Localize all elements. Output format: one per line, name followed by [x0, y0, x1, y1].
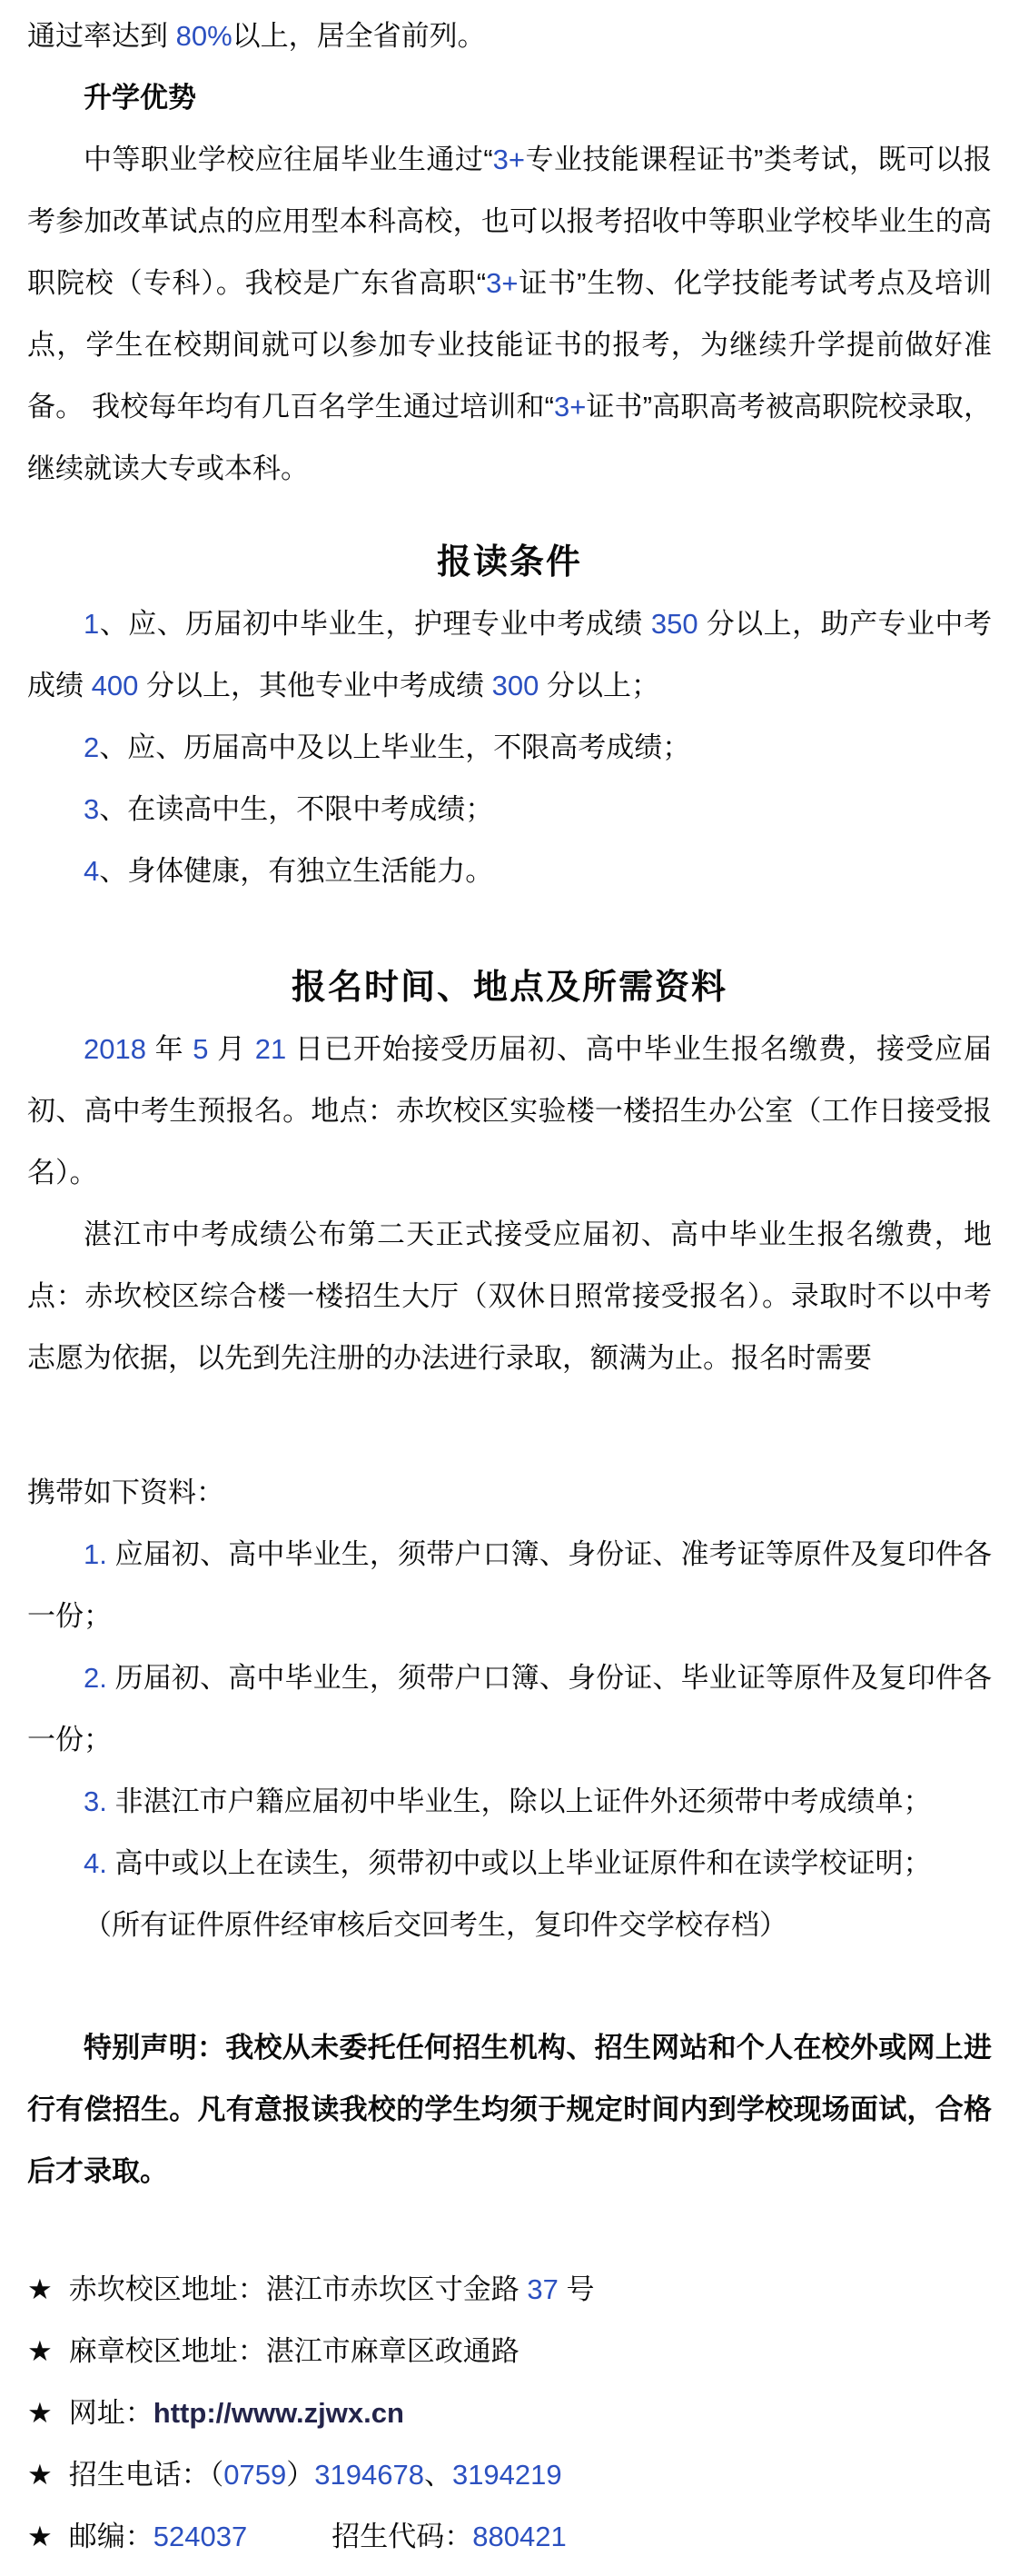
- star-icon: ★: [27, 2397, 53, 2429]
- section-heading-conditions: 报读条件: [436, 543, 582, 582]
- footer-contact-block: [27, 2259, 992, 2568]
- footer-line-phone: [27, 2444, 992, 2506]
- star-icon: ★: [27, 2273, 53, 2305]
- material-item: 3. 非湛江市户籍应届初中毕业生，除以上证件外还须带中考成绩单；: [84, 1785, 932, 1817]
- footer-line-text: 招生电话：（0759）3194678、3194219: [68, 2459, 562, 2491]
- material-item: 2. 历届初、高中毕业生，须带户口簿、身份证、毕业证等原件及复印件各一份；: [27, 1662, 992, 1755]
- material-item: 4. 高中或以上在读生，须带初中或以上毕业证原件和在读学校证明；: [84, 1847, 932, 1879]
- footer-line-website: [27, 2382, 992, 2444]
- footer-line-text: 麻章校区地址：湛江市麻章区政通路: [68, 2335, 519, 2367]
- section-heading-signup: 报名时间、地点及所需资料: [291, 969, 727, 1007]
- footer-line-text: 网址：http://www.zjwx.cn: [68, 2397, 404, 2429]
- pass-rate-paragraph: 通过率达到 80%以上，居全省前列。: [27, 20, 486, 52]
- upgrade-paragraph: 中等职业学校应往届毕业生通过“3+专业技能课程证书”类考试，既可以报考参加改革试点的应用型本科高校，也可以报考招收中等职业学校毕业生的高职院校（专科）。我校是广东省高职“3+证书”生物、化学技能考试考点及培训点，学生在校期间就可以参加专业技能证书的报考，为继续升学提前做好准备。 我校每年均有几百名学生通过培训和“3+证书”高职高考被高职院校录取，继续就读大专或本科。: [27, 144, 993, 484]
- footer-line-mazhang-address: [27, 2321, 992, 2382]
- materials-intro: 携带如下资料：: [27, 1477, 224, 1508]
- star-icon: ★: [27, 2521, 53, 2552]
- materials-note: （所有证件原件经审核后交回考生，复印件交学校存档）: [84, 1909, 787, 1941]
- condition-item: 3、在读高中生，不限中考成绩；: [84, 793, 494, 825]
- footer-line-text: 赤坎校区地址：湛江市赤坎区寸金路 37 号: [68, 2273, 595, 2305]
- condition-item: 4、身体健康，有独立生活能力。: [84, 855, 494, 887]
- section-heading-upgrade: 升学优势: [84, 82, 196, 114]
- footer-line-postcode-admission-code: [27, 2506, 992, 2568]
- material-item: 1. 应届初、高中毕业生，须带户口簿、身份证、准考证等原件及复印件各一份；: [27, 1538, 992, 1632]
- special-statement-paragraph: 特别声明：我校从未委托任何招生机构、招生网站和个人在校外或网上进行有偿招生。凡有意报读我校的学生均须于规定时间内到学校现场面试，合格后才录取。: [27, 2032, 992, 2187]
- star-icon: ★: [27, 2335, 53, 2367]
- footer-line-text: 邮编：524037 招生代码：880421: [68, 2521, 567, 2552]
- signup-paragraph: 湛江市中考成绩公布第二天正式接受应届初、高中毕业生报名缴费，地点：赤坎校区综合楼一楼招生大厅（双休日照常接受报名）。录取时不以中考志愿为依据，以先到先注册的办法进行录取，额满为止。报名时需要: [27, 1218, 992, 1374]
- star-icon: ★: [27, 2459, 53, 2491]
- condition-item: 1、应、历届初中毕业生，护理专业中考成绩 350 分以上，助产专业中考成绩 400 分以上，其他专业中考成绩 300 分以上；: [27, 608, 992, 701]
- condition-item: 2、应、历届高中及以上毕业生，不限高考成绩；: [84, 731, 691, 763]
- signup-paragraph: 2018 年 5 月 21 日已开始接受历届初、高中毕业生报名缴费，接受应届初、高中考生预报名。地点：赤坎校区实验楼一楼招生办公室（工作日接受报名）。: [27, 1033, 992, 1189]
- footer-line-chikan-address: [27, 2259, 992, 2321]
